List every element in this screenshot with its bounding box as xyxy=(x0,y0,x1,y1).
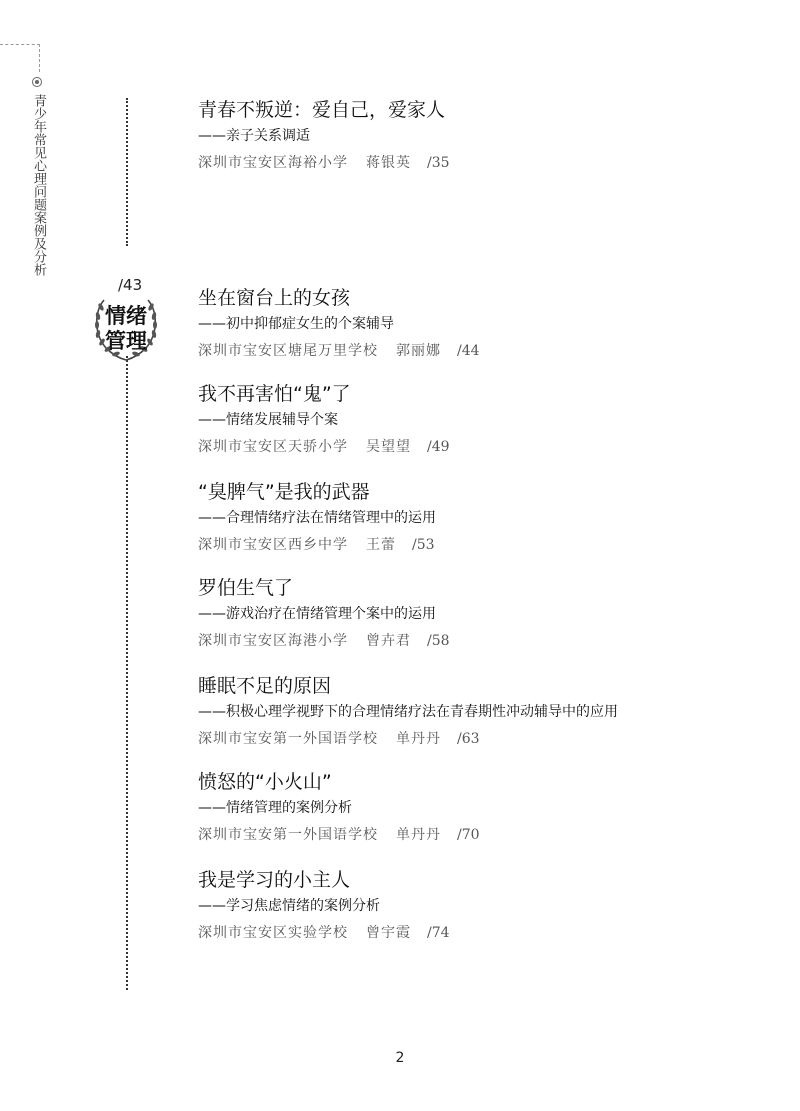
toc-entry[interactable] xyxy=(198,576,778,650)
page-number: 2 xyxy=(395,1050,405,1066)
dotted-divider-bottom xyxy=(126,356,128,990)
corner-mark-horizontal xyxy=(0,44,40,45)
entry-page: /63 xyxy=(457,731,480,747)
entry-subtitle: ——亲子关系调适 xyxy=(198,128,310,144)
dotted-divider-top xyxy=(126,98,128,246)
entry-page: /70 xyxy=(457,827,480,843)
entry-author: 王蕾 xyxy=(366,537,396,553)
toc-entry[interactable] xyxy=(198,674,778,748)
section-label: 情绪管理 xyxy=(105,304,147,353)
entry-title: 青春不叛逆：爱自己，爱家人 xyxy=(198,99,446,121)
entry-title: 我不再害怕“鬼”了 xyxy=(198,383,351,405)
entry-title: 坐在窗台上的女孩 xyxy=(198,287,351,309)
entry-page: /53 xyxy=(412,537,435,553)
toc-entry[interactable] xyxy=(198,286,778,360)
entry-author: 曾卉君 xyxy=(366,633,411,649)
entry-school: 深圳市宝安区海裕小学 xyxy=(198,155,348,171)
entry-page: /44 xyxy=(457,343,480,359)
entry-title: 我是学习的小主人 xyxy=(198,869,351,891)
entry-school: 深圳市宝安区实验学校 xyxy=(198,925,348,941)
toc-entry[interactable] xyxy=(198,868,778,942)
entry-meta xyxy=(198,154,778,172)
toc-entry[interactable] xyxy=(198,480,778,554)
entry-author: 单丹丹 xyxy=(396,827,441,843)
bullet-circle-icon xyxy=(32,77,42,87)
entry-author: 郭丽娜 xyxy=(396,343,441,359)
entry-page: /74 xyxy=(427,925,450,941)
entry-subtitle: ——游戏治疗在情绪管理个案中的运用 xyxy=(198,606,436,622)
entry-meta xyxy=(198,924,778,942)
entry-school: 深圳市宝安第一外国语学校 xyxy=(198,827,378,843)
entry-title: 愤怒的“小火山” xyxy=(198,771,332,793)
entry-meta xyxy=(198,826,778,844)
entry-subtitle: ——积极心理学视野下的合理情绪疗法在青春期性冲动辅导中的应用 xyxy=(198,704,618,720)
entry-subtitle: ——情绪发展辅导个案 xyxy=(198,412,338,428)
entry-page: /49 xyxy=(427,439,450,455)
corner-mark-vertical xyxy=(39,44,40,72)
entry-school: 深圳市宝安区天骄小学 xyxy=(198,439,348,455)
section-page-number: /43 xyxy=(118,276,143,294)
toc-entry[interactable] xyxy=(198,382,778,456)
entry-subtitle: ——情绪管理的案例分析 xyxy=(198,800,352,816)
entry-author: 曾宇霞 xyxy=(366,925,411,941)
entry-subtitle: ——学习焦虑情绪的案例分析 xyxy=(198,898,380,914)
entry-page: /35 xyxy=(427,155,450,171)
entry-subtitle: ——合理情绪疗法在情绪管理中的运用 xyxy=(198,510,436,526)
entry-meta xyxy=(198,632,778,650)
entry-author: 吴望望 xyxy=(366,439,411,455)
entry-page: /58 xyxy=(427,633,450,649)
toc-entry[interactable] xyxy=(198,770,778,844)
entry-school: 深圳市宝安区塘尾万里学校 xyxy=(198,343,378,359)
entry-author: 单丹丹 xyxy=(396,731,441,747)
entry-meta xyxy=(198,438,778,456)
entry-author: 蒋银英 xyxy=(366,155,411,171)
side-running-title: 青少年常见心理问题案例及分析 xyxy=(31,94,46,276)
entry-subtitle: ——初中抑郁症女生的个案辅导 xyxy=(198,316,394,332)
toc-entry[interactable] xyxy=(198,98,778,172)
entry-title: 罗伯生气了 xyxy=(198,577,294,599)
section-badge xyxy=(90,276,162,364)
entry-school: 深圳市宝安第一外国语学校 xyxy=(198,731,378,747)
entry-school: 深圳市宝安区海港小学 xyxy=(198,633,348,649)
entry-title: “臭脾气”是我的武器 xyxy=(198,481,370,503)
entry-meta xyxy=(198,536,778,554)
entry-meta xyxy=(198,342,778,360)
entry-meta xyxy=(198,730,778,748)
entry-title: 睡眠不足的原因 xyxy=(198,675,332,697)
entry-school: 深圳市宝安区西乡中学 xyxy=(198,537,348,553)
